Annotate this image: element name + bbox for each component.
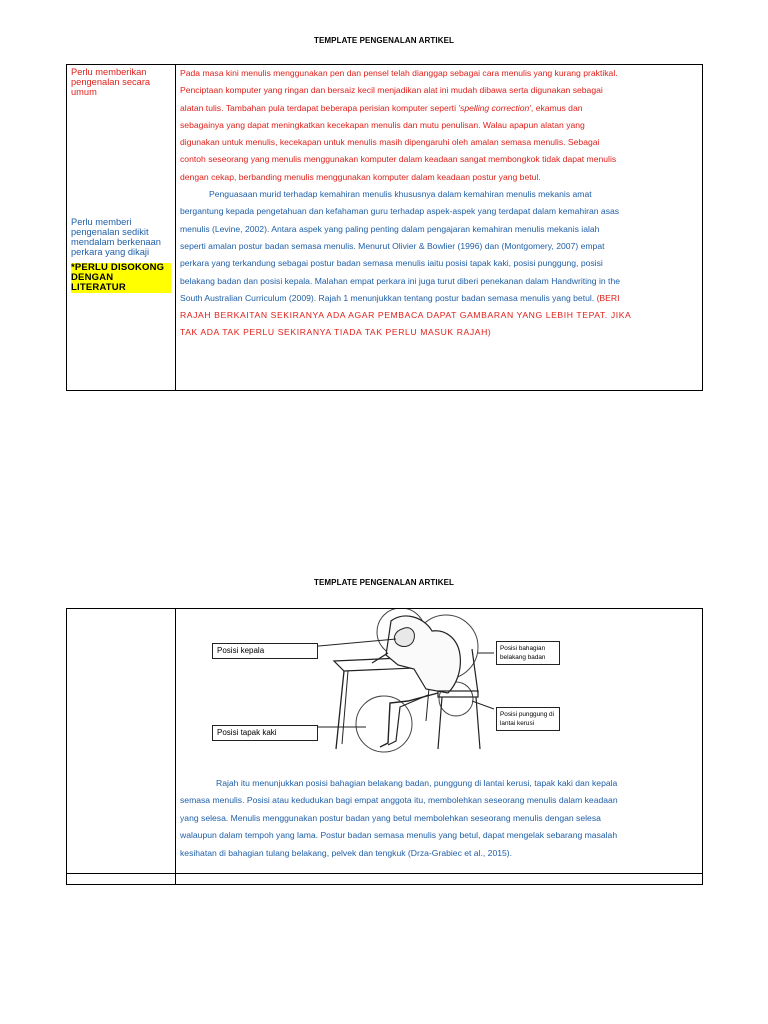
line: alatan tulis. Tambahan pula terdapat beberapa perisian komputer seperti: [180, 102, 459, 113]
content-column: [176, 65, 703, 391]
page-title: TEMPLATE PENGENALAN ARTIKEL: [313, 578, 455, 587]
label-head-position: Posisi kepala: [212, 643, 318, 659]
posture-figure: [176, 609, 702, 775]
line: walaupun dalam tempoh yang lama. Postur badan semasa menulis yang betul, dapat mengelak sebarang masalah: [180, 830, 618, 841]
content-column: [176, 609, 703, 874]
line: yang selesa. Menulis menggunakan postur badan yang betul membolehkan seseorang menulis dengan selesa: [180, 812, 601, 823]
line: menulis (Levine, 2002). Antara aspek yang paling penting dalam pengajaran kemahiran menulis mekanis ialah: [180, 223, 600, 234]
paragraph-1: [180, 65, 697, 186]
figure-table: [66, 608, 703, 885]
line: Pada masa kini menulis menggunakan pen dan pensel telah dianggap sebagai cara menulis yang kurang praktikal.: [180, 68, 618, 78]
line: seperti amalan postur badan semasa menulis. Menurut Olivier & Bowlier (1996) dan (Montgomery, 2007) empat: [180, 240, 605, 251]
instruction-text: RAJAH BERKAITAN SEKIRANYA ADA AGAR PEMBACA DAPAT GAMBARAN YANG LEBIH TEPAT. JIKA: [180, 310, 632, 321]
line: South Australian Curriculum (2009). Rajah 1 menunjukkan tentang postur badan semasa menulis yang betul.: [180, 292, 597, 303]
line: kesihatan di bahagian tulang belakang, pelvek dan tengkuk (Drza-Grabiec et al., 2015).: [180, 847, 513, 858]
line: semasa menulis. Posisi atau kedudukan bagi empat anggota itu, membolehkan seseorang menulis dalam keadaan: [180, 795, 618, 806]
line: Rajah itu menunjukkan posisi bahagian belakang badan, punggung di lantai kerusi, tapak kaki dan kepala: [216, 778, 618, 788]
line: Penciptaan komputer yang ringan dan bersaiz kecil menjadikan alat ini mudah dibawa serta digunakan sebagai: [180, 85, 603, 96]
note-general-intro: Perlu memberikan pengenalan secara umum: [71, 67, 151, 97]
instruction-text: TAK ADA TAK PERLU SEKIRANYA TIADA TAK PERLU MASUK RAJAH): [180, 327, 492, 338]
italic-term: 'spelling correction': [458, 102, 531, 113]
line: bergantung kepada pengetahuan dan kefahaman guru terhadap aspek-aspek yang terdapat dalam kemahiran asas: [180, 206, 620, 217]
instruction-text: (BERI: [596, 292, 620, 303]
literature-note-highlight: *PERLU DISOKONG DENGAN LITERATUR: [71, 263, 171, 293]
line: , ekamus dan: [530, 102, 583, 113]
paragraph-2: [180, 186, 697, 342]
line: Penguasaan murid terhadap kemahiran menulis khususnya dalam kemahiran menulis mekanis amat: [209, 189, 592, 200]
writing-posture-illustration: [176, 609, 703, 775]
note-in-depth-intro: Perlu memberi pengenalan sedikit mendalam berkenaan perkara yang dikaji: [71, 217, 161, 257]
intro-table: [66, 64, 703, 391]
line: digunakan untuk menulis, kecekapan untuk menulis masih dipengaruhi oleh amalan semasa menulis. Sebagai: [180, 137, 600, 148]
line: dengan cekap, berbanding menulis menggunakan komputer dalam keadaan postur yang betul.: [180, 171, 541, 182]
label-feet-position: Posisi tapak kaki: [212, 725, 318, 741]
line: contoh seseorang yang menulis menggunakan komputer dalam keadaan sangat membongkok tidak dapat menulis: [180, 154, 617, 165]
page-title: TEMPLATE PENGENALAN ARTIKEL: [313, 36, 455, 45]
label-back-position: Posisi bahagian belakang badan: [496, 641, 560, 665]
line: belakang badan dan posisi kepala. Malahan empat perkara ini juga turut diberi penekanan dalam Handwriting in the: [180, 275, 621, 286]
empty-cell: [67, 874, 176, 885]
label-bottom-position: Posisi punggung di lantai kerusi: [496, 707, 560, 731]
line: perkara yang terkandung sebagai postur badan semasa menulis iaitu posisi tapak kaki, posisi punggung, posisi: [180, 258, 603, 269]
guidance-column: [67, 609, 176, 874]
figure-description: [176, 775, 702, 862]
line: sebagainya yang dapat meningkatkan kecekapan menulis dan mutu penulisan. Walau apapun alatan yang: [180, 119, 585, 130]
guidance-column: [67, 65, 176, 391]
empty-cell: [176, 874, 703, 885]
